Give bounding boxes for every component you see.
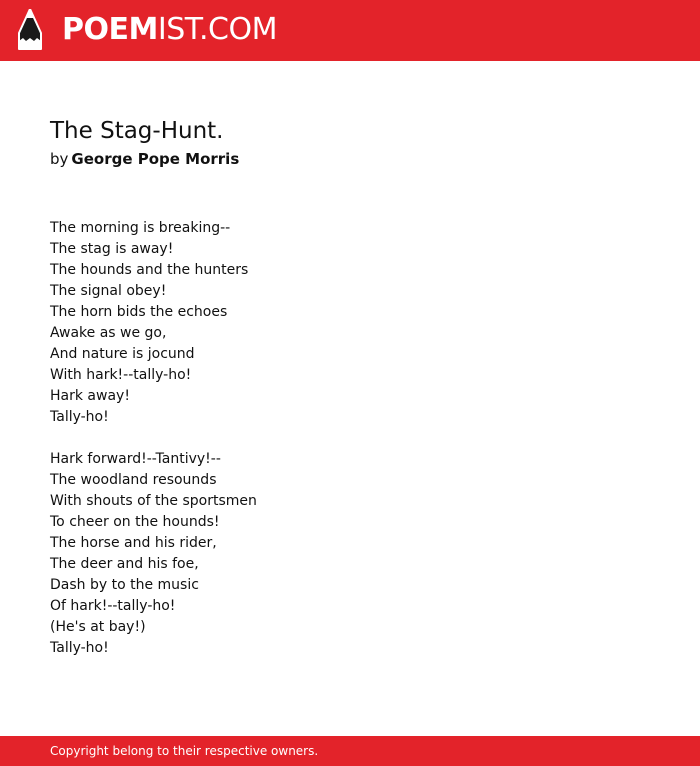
poem-body	[50, 218, 650, 680]
poem-line: And nature is jocund	[50, 346, 195, 362]
poem-line: Of hark!--tally-ho!	[50, 598, 176, 614]
poem-line: To cheer on the hounds!	[50, 514, 220, 530]
poem-line: Tally-ho!	[50, 640, 109, 656]
by-label: by	[50, 150, 69, 168]
stanza	[50, 449, 650, 659]
byline	[50, 148, 239, 170]
copyright-text: Copyright belong to their respective owners.	[50, 744, 319, 758]
logo-text-light: IST.COM	[157, 12, 277, 47]
poem-line: Awake as we go,	[50, 325, 167, 341]
poem-line: The deer and his foe,	[50, 556, 199, 572]
poem-line: Hark forward!--Tantivy!--	[50, 451, 221, 467]
author-name: George Pope Morris	[71, 150, 240, 168]
poem-line: The horse and his rider,	[50, 535, 217, 551]
logo-text-bold: POEM	[62, 12, 158, 47]
poem-line: Hark away!	[50, 388, 130, 404]
poem-line: The horn bids the echoes	[50, 304, 228, 320]
poem-line: With shouts of the sportsmen	[50, 493, 257, 509]
poem-line: With hark!--tally-ho!	[50, 367, 192, 383]
pencil-icon[interactable]	[17, 9, 43, 52]
poem-line: The morning is breaking--	[50, 220, 231, 236]
site-header	[0, 0, 700, 61]
site-logo[interactable]	[62, 12, 277, 48]
poem-line: Tally-ho!	[50, 409, 109, 425]
poem-line: (He's at bay!)	[50, 619, 146, 635]
poem-line: The hounds and the hunters	[50, 262, 249, 278]
poem-line: The woodland resounds	[50, 472, 217, 488]
poem-line: The stag is away!	[50, 241, 174, 257]
poem-line: Dash by to the music	[50, 577, 199, 593]
stanza	[50, 218, 650, 428]
poem-title: The Stag-Hunt.	[50, 118, 224, 144]
site-footer	[0, 736, 700, 766]
poem-line: The signal obey!	[50, 283, 167, 299]
